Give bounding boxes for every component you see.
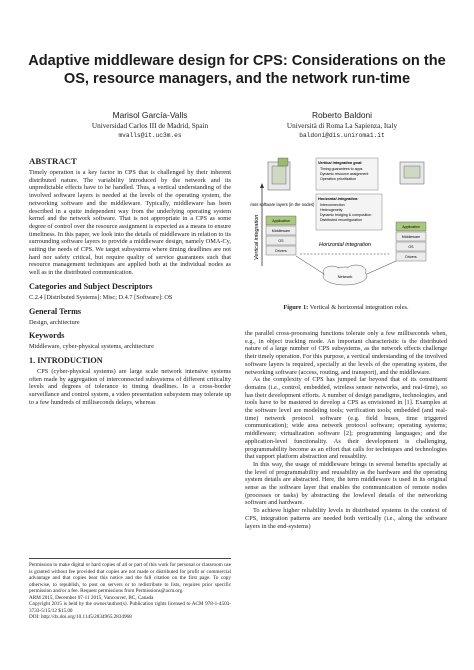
categories-text: C.2.4 [Distributed Systems]: Misc; D.4.7 [Software]: OS: [29, 293, 173, 301]
general-terms-heading: General Terms: [29, 306, 82, 316]
layer-label: OS: [278, 239, 284, 243]
abstract-heading: ABSTRACT: [29, 156, 77, 166]
categories-heading: Categories and Subject Descriptors: [29, 281, 153, 291]
intro-text: CPS (cyber-physical systems) are large scale network intensive systems often made by aggregation of interconnected subsystems of different criticality levels and degrees of tolerance to timing deadlines. In a cross-border surveillance and control system, a video presentation subsystem may tolerate up to a few hundreds of milliseconds delays, whereas: [29, 367, 231, 406]
author-name: Roberto Baldoni: [311, 110, 373, 120]
abstract-text: Timely operation is a key factor in CPS that is challenged by their inherent distributed nature. The variability introduced by the network and its unpredictable effects have to be handled. Thus, a vertical understanding of the involved software layers is needed at the levels of the operating system, the networking software and the middleware. Typically, middleware has been described in a quite independent way from the underlying operating system kernel and the network software. That is not appropriate in a CPS as some degree of control over the resource assignment is expected as a means to ensure timeliness. In this paper, we look into the details of middleware in relation to its surrounding software layers to provide a middleware design, namely OMA-Cy, suiting the needs of CPS. We target subsystems where timing deadlines are not hard nor safety critical, but require quality of service guarantees such that resource management techniques are applied both at the individual nodes as well as in the distributed communication.: [29, 169, 231, 277]
figure-caption: [245, 304, 447, 312]
horizontal-goal-item: Heterogeneity: [320, 208, 343, 212]
horizontal-integration-label: Horizontal integration: [319, 242, 371, 248]
network-cloud: [296, 256, 396, 285]
node-stack-left: [268, 158, 290, 190]
vertical-goal-title: Vertical integration goal:: [318, 161, 363, 165]
layer-label: OS: [408, 245, 414, 249]
layer-label: Drivers: [275, 249, 287, 253]
horizontal-goal-box: [316, 194, 382, 230]
horizontal-goal-item: Interconnection: [320, 203, 345, 207]
keywords-heading: Keywords: [29, 331, 65, 341]
author-affiliation: Universidad Carlos III de Madrid, Spain: [91, 122, 209, 130]
paper-title: Adaptive middleware design for CPS: Considerations on the OS, resource managers, and the network run-time: [28, 53, 446, 87]
layer-label: Middleware: [271, 229, 291, 233]
vertical-goal-box: [316, 158, 378, 190]
vertical-goal-item: Dynamic resource assignment: [320, 172, 369, 176]
layer-stack-left: [266, 216, 296, 255]
horizontal-goal-title: Horizontal integration:: [318, 197, 359, 201]
vertical-integration-label: Vertical integration: [254, 214, 260, 260]
horizontal-goal-item: Dynamic bridging & composition: [320, 213, 372, 217]
node-caption: Across software layers (in the nodes): [250, 202, 315, 207]
right-paragraph-2: As the complexity of CPS has jumped far beyond that of its constituent domains (i.e., control, embedded, wireless sensor networks, and real-time), so has their development efforts. A number of design paradigms, technologies, and tools have to be mastered to develop a CPS as envisioned in [1]. Examples at the software level are modeling tools; verification tools; embedded (and real-time) network protocol software (e.g. field buses, time triggered communication); wide area network protocol software; operating systems; middleware; virtualization software [2]; programming languages; and the application-level functionality. As their development is challenging, programmability become as an effort that calls for techniques and technologies that support platform abstraction and reusability.: [245, 376, 447, 461]
layer-label: Middleware: [401, 235, 421, 239]
horizontal-goal-item: Distributed reconfiguration: [320, 218, 362, 222]
figure-caption-label: Figure 1:: [283, 304, 309, 311]
right-paragraph-1: the parallel cross-processing functions tolerate only a few milliseconds when, e.g., in object tracking mode. An important characteristic is the distributed nature of a large number of CPS subsystems, as the network effects challenge their timely operation. For this purpose, a vertical understanding of the involved software layers is required, specially at the levels of the operating system, the networking software (access, routing, and transport), and the middleware.: [245, 330, 447, 376]
vertical-goal-item: Operation prioritization: [320, 177, 357, 181]
permission-notice: [29, 558, 231, 621]
figure-caption-text: Vertical & horizontal integration roles.: [309, 304, 409, 311]
keywords-text: Middleware, cyber-physical systems, architecture: [29, 343, 154, 351]
right-column: [245, 330, 447, 530]
author-name: Marisol García-Valls: [112, 110, 188, 120]
layer-label: Drivers: [405, 255, 417, 259]
left-column: [29, 154, 231, 406]
integration-diagram: [250, 156, 440, 296]
author-block-2: [262, 110, 422, 141]
vertical-goal-item: Timing guarantees to apps: [320, 167, 363, 171]
author-affiliation: Università di Roma La Sapienza, Italy: [286, 122, 398, 130]
author-email[interactable]: mvalls@it.uc3m.es: [118, 132, 182, 139]
layer-label: Application: [402, 225, 420, 229]
network-label: Network: [337, 274, 353, 279]
right-paragraph-3: In this way, the usage of middleware brings in several benefits specially at the level of programmability and reusability as the hardware and the operating system details are abstracted. Here, the term middleware is used in its original sense as the software layer that enables the communication of remote nodes (processes or tasks) by abstracting the lowlevel details of the networking software and hardware.: [245, 460, 447, 507]
vertical-arrow-head: [260, 183, 264, 188]
general-terms-text: Design, architecture: [29, 318, 80, 326]
intro-heading: 1. INTRODUCTION: [29, 355, 103, 365]
permission-text: Permission to make digital or hard copies of all or part of this work for personal or classroom use is granted without fee provided that copies are not made or distributed for profit or commercial advantage and that copies bear this notice and the full citation on the first page. To copy otherwise, to republish, to post on servers or to redistribute to lists, requires prior specific permission and/or a fee. Request permissions from Permissions@acm.org. ARM 2015, December 07-11 2015, Vancouver, BC, Canada Copyright 2015 is held by the owner/author(s). Publication rights licensed to ACM 978-1-4503-3733-5/15/12 $15.00 DOI: http://dx.doi.org/10.1145/2834965.2834968: [29, 562, 231, 620]
layer-label: Application: [272, 219, 290, 223]
figure-1: [250, 156, 440, 296]
right-paragraph-4: To achieve higher reliability levels in distributed systems in the context of CPS, integration patterns are needed both vertically (i.e., along the software layers in the end-systems): [245, 507, 447, 530]
author-block-1: [70, 110, 230, 141]
author-email[interactable]: baldoni@dis.uniroma1.it: [299, 132, 385, 139]
node-stack-right: [396, 162, 426, 261]
